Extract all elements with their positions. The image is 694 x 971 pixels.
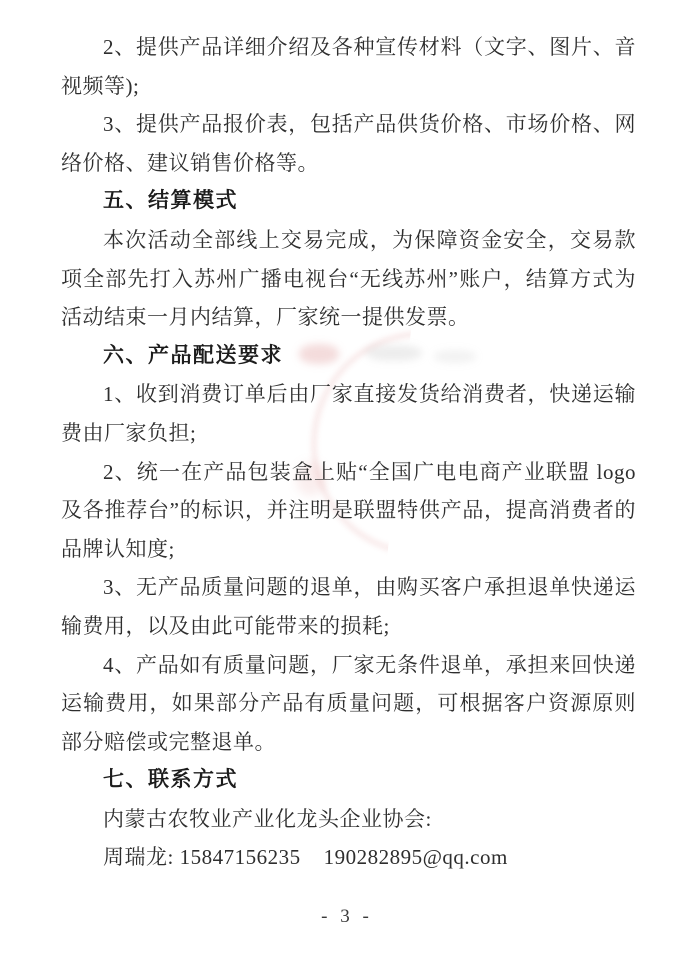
page-number: - 3 - (321, 906, 373, 927)
paragraph-settlement-body: 本次活动全部线上交易完成，为保障资金安全，交易款项全部先打入苏州广播电视台“无线苏州”账户，结算方式为活动结束一月内结算，厂家统一提供发票。 (61, 227, 636, 330)
list-item-2-materials: 2、提供产品详细介绍及各种宣传材料（文字、图片、音视频等); (61, 35, 636, 98)
contact-organization: 内蒙古农牧业产业化龙头企业协会: (103, 806, 432, 831)
contact-person-phone-email: 周瑞龙: 15847156235 190282895@qq.com (103, 845, 508, 870)
section-heading-7-contact: 七、联系方式 (103, 768, 238, 792)
list-item-3-returns: 3、无产品质量问题的退单，由购买客户承担退单快递运输费用，以及由此可能带来的损耗; (61, 575, 636, 638)
list-item-3-pricelist: 3、提供产品报价表，包括产品供货价格、市场价格、网络价格、建议销售价格等。 (61, 112, 636, 175)
section-heading-5-settlement: 五、结算模式 (103, 189, 238, 213)
section-heading-6-delivery: 六、产品配送要求 (103, 343, 283, 367)
list-item-2-packaging: 2、统一在产品包装盒上贴“全国广电电商产业联盟 logo 及各推荐台”的标识，并注明是联盟特供产品，提高消费者的品牌认知度; (61, 459, 636, 561)
list-item-4-quality: 4、产品如有质量问题，厂家无条件退单，承担来回快递运输费用，如果部分产品有质量问题，可根据客户资源原则部分赔偿或完整退单。 (61, 652, 636, 754)
list-item-1-shipping: 1、收到消费订单后由厂家直接发货给消费者，快递运输费由厂家负担; (61, 382, 636, 445)
document-body (61, 28, 636, 877)
